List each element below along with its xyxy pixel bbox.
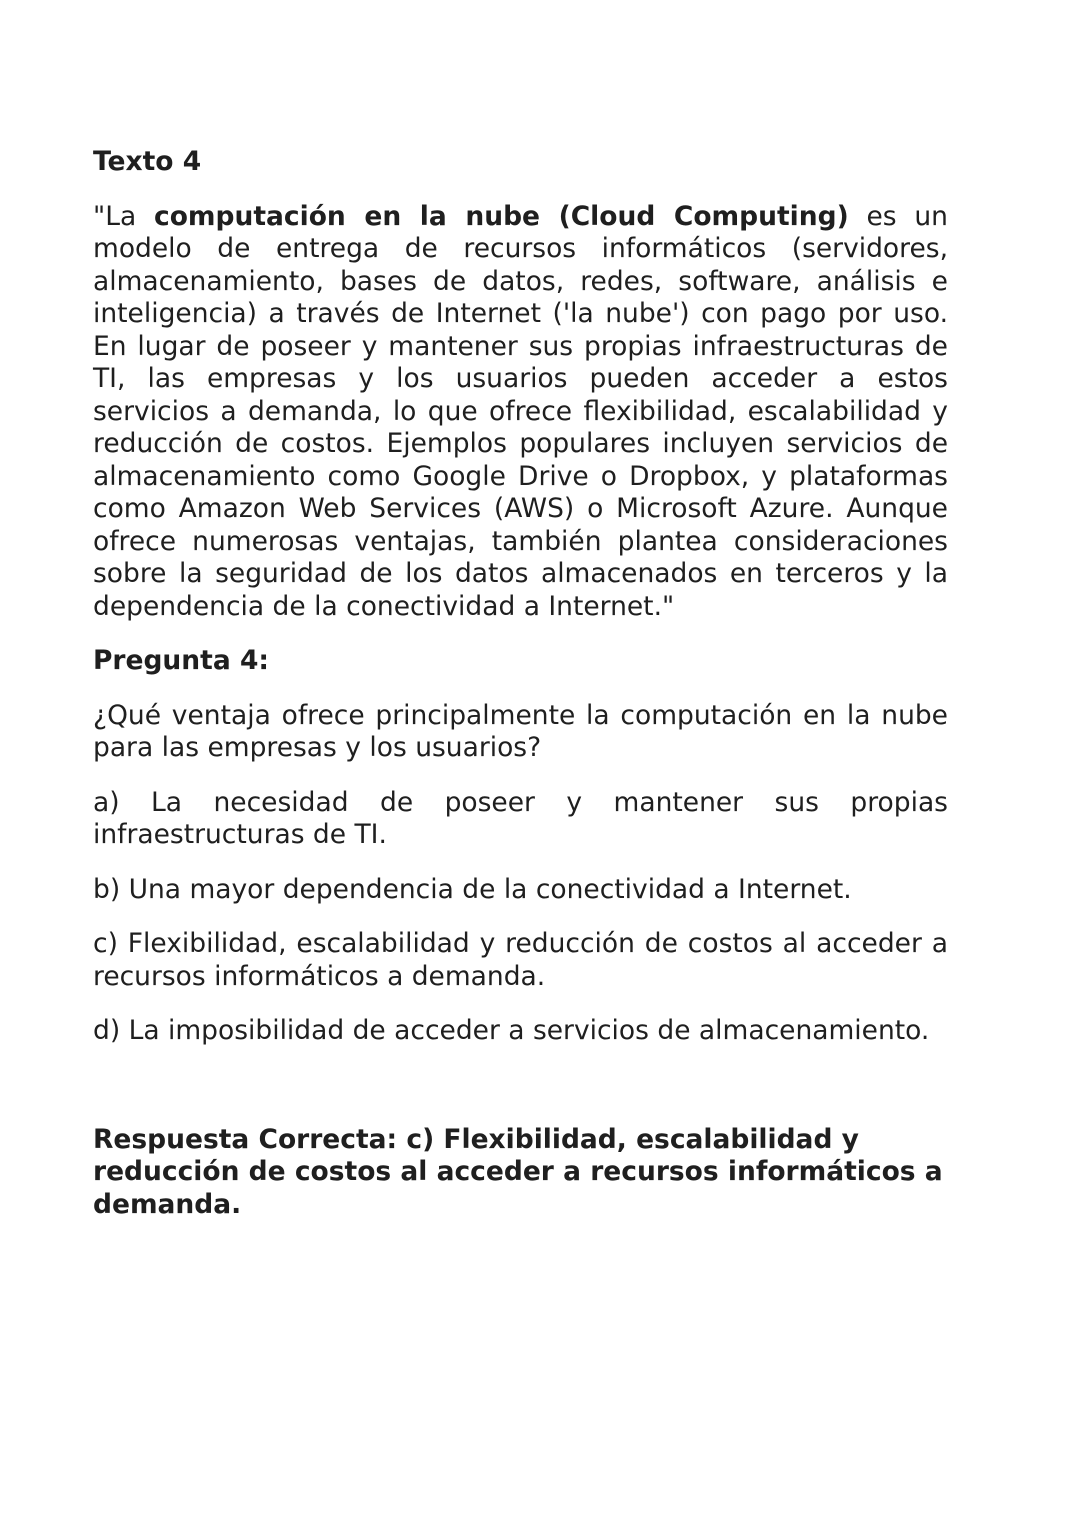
document-page xyxy=(93,146,948,1221)
question-text: ¿Qué ventaja ofrece principalmente la computación en la nube para las empresas y los usuarios? xyxy=(93,699,948,763)
passage-paragraph xyxy=(93,201,948,624)
passage-bold-term: computación en la nube (Cloud Computing) xyxy=(153,200,849,232)
option-d: d) La imposibilidad de acceder a servicios de almacenamiento. xyxy=(93,1015,930,1046)
question-heading: Pregunta 4: xyxy=(93,645,269,676)
text-heading: Texto 4 xyxy=(93,146,202,177)
passage-open-quote: "La xyxy=(93,200,154,232)
correct-answer: Respuesta Correcta: c) Flexibilidad, escalabilidad y reducción de costos al acceder a recursos informáticos a demanda. xyxy=(93,1123,943,1220)
option-b: b) Una mayor dependencia de la conectividad a Internet. xyxy=(93,873,852,905)
option-a: a) La necesidad de poseer y mantener sus propias infraestructuras de TI. xyxy=(93,786,948,850)
passage-body: es un modelo de entrega de recursos informáticos (servidores, almacenamiento, bases de datos, redes, software, análisis e inteligencia) a través de Internet ('la nube') con pago por uso. En lugar de poseer y mantener sus propias infraestructuras de TI, las empresas y los usuarios pueden acceder a estos servicios a demanda, lo que ofrece flexibilidad, escalabilidad y reducción de costos. Ejemplos populares incluyen servicios de almacenamiento como Google Drive o Dropbox, y plataformas como Amazon Web Services (AWS) o Microsoft Azure. Aunque ofrece numerosas ventajas, también plantea consideraciones sobre la seguridad de los datos almacenados en terceros y la dependencia de la conectividad a Internet." xyxy=(93,200,948,622)
option-c: c) Flexibilidad, escalabilidad y reducción de costos al acceder a recursos informáticos a demanda. xyxy=(93,928,948,992)
